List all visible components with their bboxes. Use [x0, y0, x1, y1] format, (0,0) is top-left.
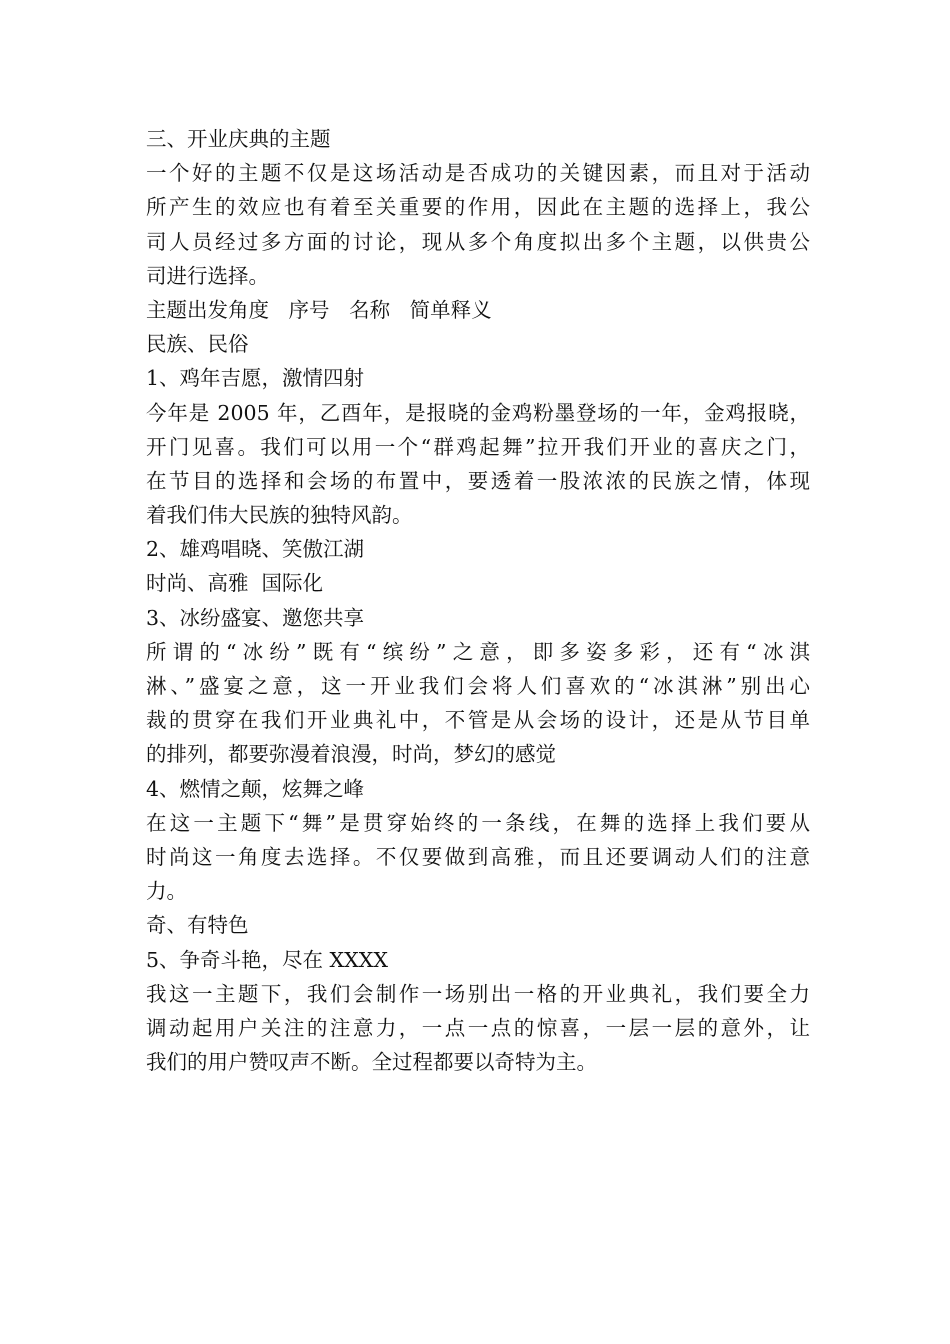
- intro-line: 司人员经过多方面的讨论，现从多个角度拟出多个主题，以供贵公: [146, 229, 810, 254]
- category-heading: 民族、民俗: [146, 332, 249, 357]
- theme-title: 3、冰纷盛宴、邀您共享: [146, 605, 365, 630]
- theme-title: 5、争奇斗艳，尽在 XXXX: [146, 947, 388, 972]
- intro-line: 所产生的效应也有着至关重要的作用，因此在主题的选择上，我公: [146, 195, 810, 220]
- table-header: 主题出发角度 序号 名称 简单释义: [146, 297, 492, 322]
- theme-desc-line: 时尚这一角度去选择。不仅要做到高雅，而且还要调动人们的注意: [146, 844, 810, 869]
- theme-desc-line: 着我们伟大民族的独特风韵。: [146, 503, 413, 528]
- theme-desc-line: 我们的用户赞叹声不断。全过程都要以奇特为主。: [146, 1050, 597, 1075]
- theme-desc-line: 淋、”盛宴之意，这一开业我们会将人们喜欢的“冰淇淋”别出心: [146, 674, 810, 698]
- theme-title: 1、鸡年吉愿，激情四射: [146, 366, 365, 391]
- intro-line: 一个好的主题不仅是这场活动是否成功的关键因素，而且对于活动: [146, 161, 810, 186]
- theme-title: 2、雄鸡唱晓、笑傲江湖: [146, 537, 365, 562]
- category-heading: 奇、有特色: [146, 913, 249, 938]
- intro-line: 司进行选择。: [146, 263, 269, 288]
- theme-desc-line: 力。: [146, 879, 187, 904]
- theme-desc-line: 在节目的选择和会场的布置中，要透着一股浓浓的民族之情，体现: [146, 468, 810, 493]
- theme-desc-line: 今年是 2005 年，乙酉年，是报晓的金鸡粉墨登场的一年，金鸡报晓，: [146, 400, 810, 425]
- theme-desc-line: 我这一主题下，我们会制作一场别出一格的开业典礼，我们要全力: [146, 981, 810, 1006]
- theme-desc-line: 调动起用户关注的注意力，一点一点的惊喜，一层一层的意外，让: [146, 1015, 810, 1040]
- theme-desc-line: 裁的贯穿在我们开业典礼中，不管是从会场的设计，还是从节目单: [146, 708, 810, 733]
- theme-desc-line: 在这一主题下“舞”是贯穿始终的一条线，在舞的选择上我们要从: [146, 810, 810, 835]
- theme-desc-line: 所谓的“冰纷”既有“缤纷”之意，即多姿多彩，还有“冰淇: [146, 639, 810, 664]
- category-heading: 时尚、高雅 国际化: [146, 571, 324, 596]
- theme-desc-line: 开门见喜。我们可以用一个“群鸡起舞”拉开我们开业的喜庆之门，: [146, 434, 810, 459]
- theme-desc-line: 的排列，都要弥漫着浪漫，时尚，梦幻的感觉: [146, 742, 556, 767]
- section-title: 三、开业庆典的主题: [146, 127, 331, 151]
- theme-title: 4、燃情之颠，炫舞之峰: [146, 776, 365, 801]
- document-body: [146, 122, 810, 1079]
